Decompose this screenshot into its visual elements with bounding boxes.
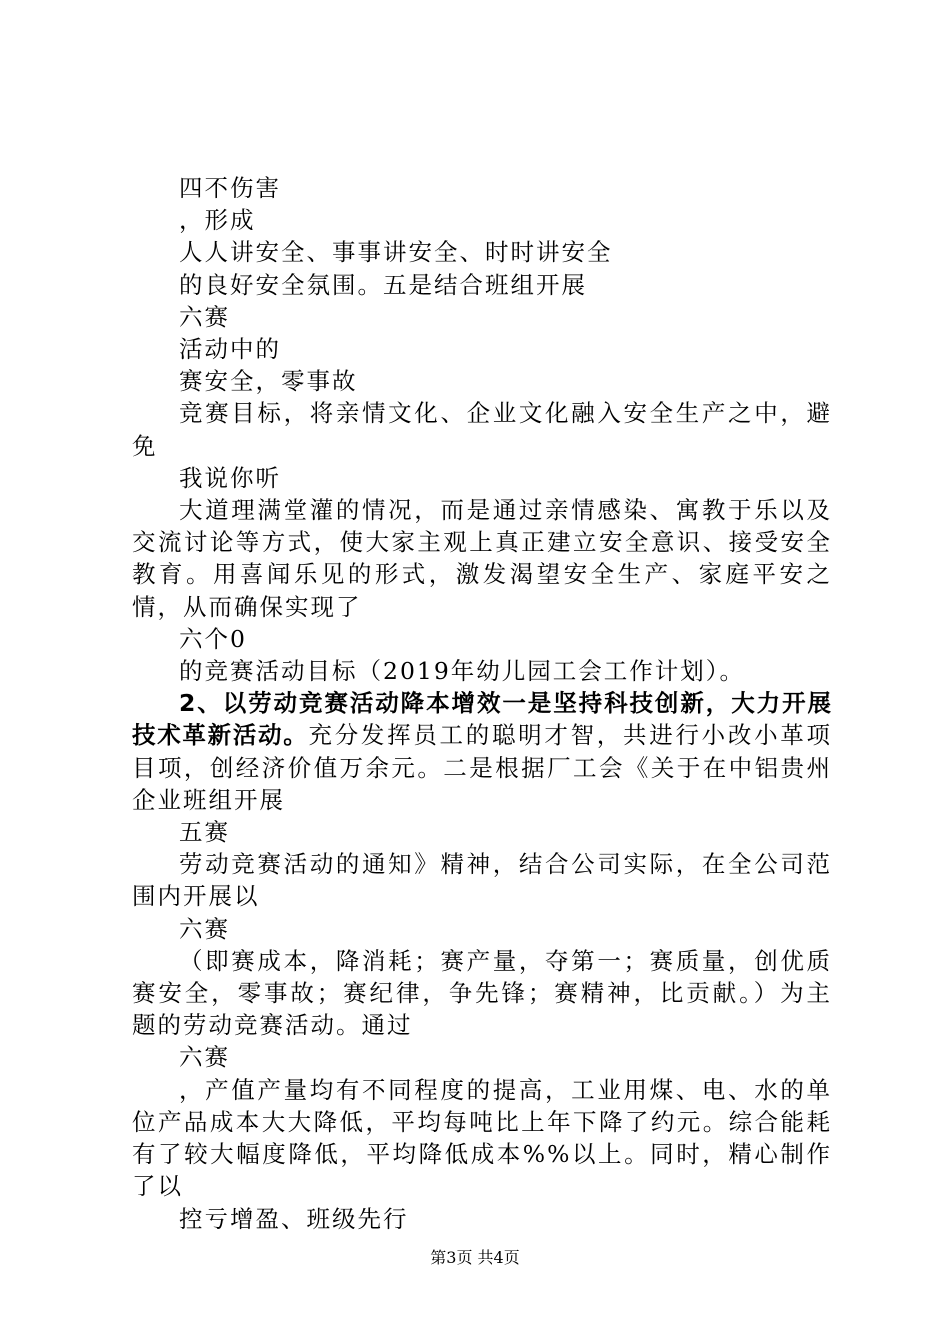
text-line: 六个0 xyxy=(179,624,247,653)
paragraph-text: 充分发挥员工的聪明才智，共进行小改小革项目项，创经济价值万余元。二是根据厂工会《关于在中铝贵州企业班组开展 xyxy=(132,721,833,814)
text-line: 的竞赛活动目标（2019年幼儿园工会工作计划）。 xyxy=(179,657,746,686)
text-line: 五赛 xyxy=(179,818,230,847)
text-line: 赛安全，零事故 xyxy=(179,367,358,396)
paragraph xyxy=(132,687,832,816)
text-line: 活动中的 xyxy=(179,335,281,364)
text-line: 的良好安全氛围。五是结合班组开展 xyxy=(179,270,587,299)
text-line: ，形成 xyxy=(179,206,256,235)
paragraph: 竞赛目标，将亲情文化、企业文化融入安全生产之中，避免 xyxy=(132,399,832,460)
text-line: 人人讲安全、事事讲安全、时时讲安全 xyxy=(179,238,613,267)
paragraph: 劳动竞赛活动的通知》精神，结合公司实际，在全公司范围内开展以 xyxy=(132,850,832,911)
paragraph: ，产值产量均有不同程度的提高，工业用煤、电、水的单位产品成本大大降低，平均每吨比上年下降了约元。综合能耗有了较大幅度降低，平均降低成本%%以上。同时，精心制作了以 xyxy=(132,1075,832,1201)
bold-heading: 2、以劳动竞赛活动降本增效一是坚持科技创新，大力开展技术革新活动。 xyxy=(132,689,832,750)
text-line: 控亏增盈、班级先行 xyxy=(179,1204,409,1233)
text-line: 四不伤害 xyxy=(179,174,281,202)
paragraph: 大道理满堂灌的情况，而是通过亲情感染、寓教于乐以及交流讨论等方式，使大家主观上真正建立安全意识、接受安全教育。用喜闻乐见的形式，激发渴望安全生产、家庭平安之情，从而确保实现了 xyxy=(132,496,832,621)
document-body xyxy=(132,172,832,1235)
text-line: 我说你听 xyxy=(179,463,281,492)
text-line: 六赛 xyxy=(179,302,230,331)
text-line: 六赛 xyxy=(179,914,230,943)
page-footer: 第3页 共4页 xyxy=(430,1248,520,1267)
paragraph: （即赛成本，降消耗；赛产量，夺第一；赛质量，创优质赛安全，零事故；赛纪律，争先锋；赛精神，比贡献。）为主题的劳动竞赛活动。通过 xyxy=(132,946,832,1040)
text-line: 六赛 xyxy=(179,1043,230,1072)
